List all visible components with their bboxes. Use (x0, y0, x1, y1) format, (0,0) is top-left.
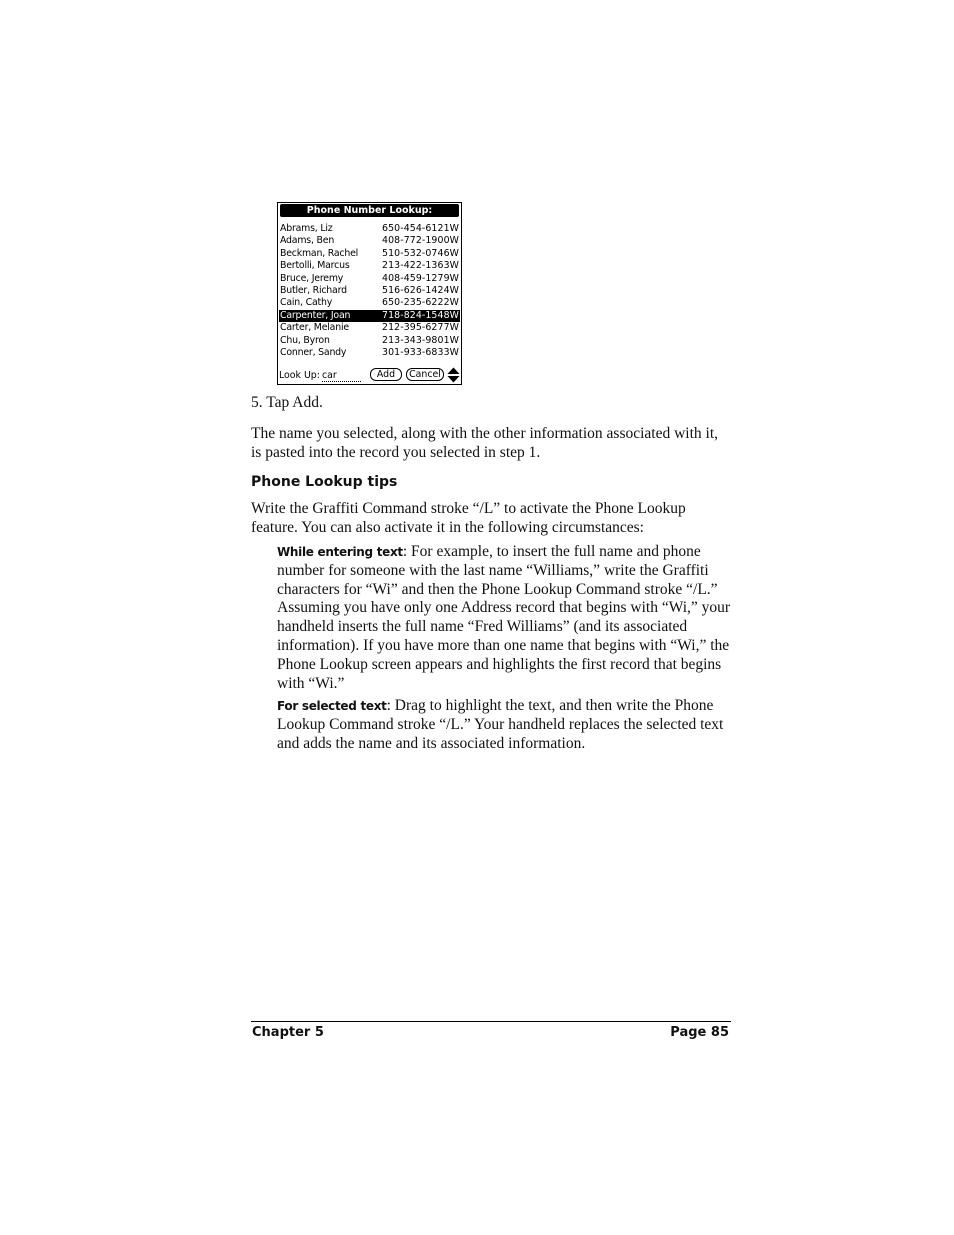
lookup-row-phone: 650-235-6222W (382, 297, 459, 309)
lookup-row-name: Butler, Richard (280, 284, 347, 296)
lookup-row-name: Bertolli, Marcus (280, 260, 350, 272)
lookup-row[interactable] (279, 322, 460, 334)
lookup-label: Look Up: (279, 370, 320, 381)
lookup-row-phone: 408-772-1900W (382, 235, 459, 247)
lookup-row-name: Cain, Cathy (280, 297, 333, 309)
lookup-row-name: Chu, Byron (280, 334, 330, 346)
lookup-row-phone: 212-395-6277W (382, 322, 459, 334)
scroll-down-icon (448, 376, 460, 383)
lookup-row-phone: 650-454-6121W (382, 223, 459, 234)
paragraph-result: The name you selected, along with the other information associated with it, is pasted into the record you selected in step 1. (251, 425, 719, 461)
lookup-row-name: Carpenter, Joan (280, 309, 351, 321)
cancel-button[interactable]: Cancel (406, 368, 444, 381)
lookup-bar (279, 366, 460, 384)
lookup-row[interactable] (279, 310, 460, 322)
lookup-row[interactable] (279, 297, 460, 309)
tip-while-entering-text (277, 543, 731, 693)
lookup-row[interactable] (279, 223, 460, 235)
lookup-row-name: Abrams, Liz (280, 223, 333, 234)
lookup-input[interactable]: car (322, 370, 361, 382)
lookup-row-name: Conner, Sandy (280, 346, 347, 358)
step-5: 5. Tap Add. (251, 394, 323, 411)
lookup-row-phone: 408-459-1279W (382, 272, 459, 284)
lookup-row[interactable] (279, 335, 460, 347)
lookup-row[interactable] (279, 260, 460, 272)
footer-rule (251, 1021, 731, 1022)
lookup-row-name: Carter, Melanie (280, 322, 349, 334)
tip-for-selected-text (277, 697, 731, 753)
paragraph-intro: Write the Graffiti Command stroke “/L” to activate the Phone Lookup feature. You can also activate it in the following circumstances: (251, 500, 686, 536)
lookup-row[interactable] (279, 235, 460, 247)
section-heading: Phone Lookup tips (251, 474, 398, 490)
scroll-arrows-icon[interactable] (447, 367, 460, 383)
phone-lookup-screenshot (277, 202, 462, 385)
lookup-row[interactable] (279, 347, 460, 359)
lookup-row-phone: 213-422-1363W (382, 260, 459, 272)
phone-lookup-title: Phone Number Lookup: (280, 204, 459, 217)
lookup-row-phone: 718-824-1548W (382, 309, 459, 321)
lookup-row-phone: 301-933-6833W (382, 346, 459, 358)
tip-term: While entering text (277, 545, 403, 559)
footer-chapter: Chapter 5 (252, 1025, 324, 1040)
lookup-row-phone: 516-626-1424W (382, 284, 459, 296)
lookup-row-phone: 510-532-0746W (382, 247, 459, 259)
lookup-row-name: Adams, Ben (280, 235, 335, 247)
tip-text: : For example, to insert the full name and phone number for someone with the last name “Williams,” write the Graffiti characters for “Wi” and then the Phone Lookup Command stroke “/L.” Assuming you have only one Address record that begins with “Wi,” your handheld inserts the full name “Fred Williams” (and its associated information). If you have more than one name that begins with “Wi,” the Phone Lookup screen appears and highlights the first record that begins with “Wi.” (277, 543, 731, 692)
footer-page-number: Page 85 (670, 1025, 729, 1040)
lookup-row-phone: 213-343-9801W (382, 334, 459, 346)
tip-text: : Drag to highlight the text, and then write the Phone Lookup Command stroke “/L.” Your handheld replaces the selected text and adds the name and its associated information. (277, 697, 724, 752)
lookup-row[interactable] (279, 285, 460, 297)
lookup-row[interactable] (279, 248, 460, 260)
lookup-row-name: Bruce, Jeremy (280, 272, 344, 284)
tip-term: For selected text (277, 699, 387, 713)
phone-lookup-list (279, 223, 460, 359)
lookup-row[interactable] (279, 273, 460, 285)
add-button[interactable]: Add (370, 368, 402, 381)
lookup-row-name: Beckman, Rachel (280, 247, 359, 259)
scroll-up-icon (448, 368, 460, 375)
